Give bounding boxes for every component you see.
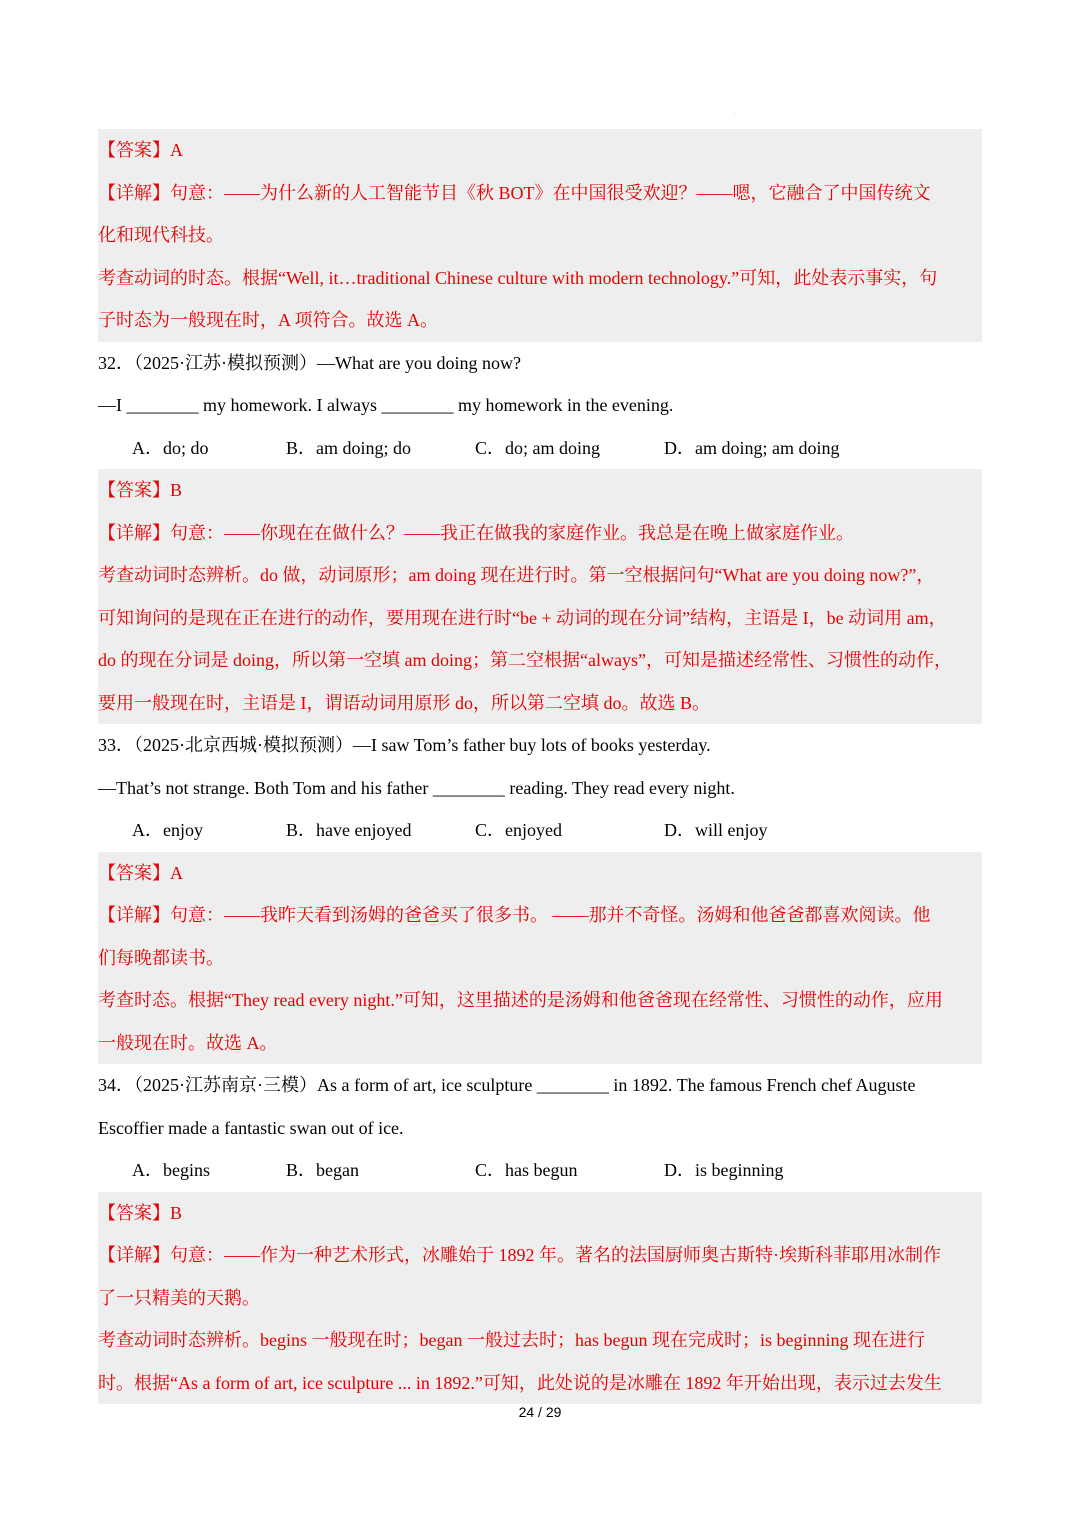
question-34 [98, 1064, 982, 1192]
question-stem: 32．（2025·江苏·模拟预测）—What are you doing now? [98, 352, 521, 373]
options-row [98, 427, 982, 470]
explanation-line: 一般现在时。故选 A。 [98, 1032, 278, 1053]
option-d: D．is beginning [664, 1160, 784, 1180]
explanation-line: 可知询问的是现在正在进行的动作，要用现在进行时“be + 动词的现在分词”结构，主语是 I，be 动词用 am， [98, 607, 947, 628]
answer-label: 【答案】B [98, 1202, 183, 1223]
answer-block-31 [98, 129, 982, 342]
question-stem: Escoffier made a fantastic swan out of ice. [98, 1117, 404, 1138]
explanation-line: 考查动词时态辨析。do 做，动词原形；am doing 现在进行时。第一空根据问句“What are you doing now?”， [98, 565, 935, 585]
explanation-line: 子时态为一般现在时，A 项符合。故选 A。 [98, 310, 439, 330]
option-a: A．enjoy [132, 820, 203, 840]
explanation-line: 时。根据“As a form of art, ice sculpture ... in 1892.”可知，此处说的是冰雕在 1892 年开始出现，表示过去发生 [98, 1372, 942, 1393]
option-b: B．began [286, 1160, 359, 1180]
explanation-line: 了一只精美的天鹅。 [98, 1287, 260, 1308]
option-c: C．do; am doing [475, 437, 600, 458]
option-c: C．has begun [475, 1160, 578, 1180]
option-a: A．begins [132, 1160, 210, 1180]
decorative-dot: . [734, 110, 736, 116]
explanation-line: 【详解】句意：——作为一种艺术形式，冰雕始于 1892 年。著名的法国厨师奥古斯特·埃斯科菲耶用冰制作 [98, 1245, 941, 1265]
options-row [98, 1149, 982, 1192]
answer-label: 【答案】B [98, 480, 183, 500]
answer-label: 【答案】A [98, 862, 183, 883]
options-row [98, 809, 982, 852]
explanation-line: 【详解】句意：——我昨天看到汤姆的爸爸买了很多书。 ——那并不奇怪。汤姆和他爸爸都喜欢阅读。他 [98, 905, 931, 925]
explanation-line: 要用一般现在时，主语是 I，谓语动词用原形 do，所以第二空填 do。故选 B。 [98, 692, 710, 713]
question-32 [98, 342, 982, 470]
option-a: A．do; do [132, 437, 209, 458]
option-d: D．am doing; am doing [664, 437, 840, 458]
option-b: B．have enjoyed [286, 820, 412, 840]
explanation-line: 考查动词的时态。根据“Well, it…traditional Chinese culture with modern technology.”可知，此处表示事实，句 [98, 267, 938, 288]
option-c: C．enjoyed [475, 820, 562, 840]
page-number: 24 / 29 [518, 1404, 562, 1420]
explanation-line: 们每晚都读书。 [98, 947, 224, 968]
explanation-line: 【详解】句意：——为什么新的人工智能节目《秋 BOT》在中国很受欢迎？——嗯，它融合了中国传统文 [98, 182, 931, 203]
question-stem: 34．（2025·江苏南京·三模）As a form of art, ice sculpture ________ in 1892. The famous French chef Auguste [98, 1075, 916, 1095]
option-d: D．will enjoy [664, 820, 768, 840]
option-b: B．am doing; do [286, 437, 411, 458]
answer-block-32 [98, 469, 982, 724]
question-stem: —That’s not strange. Both Tom and his father ________ reading. They read every night. [98, 777, 735, 798]
answer-block-34 [98, 1192, 982, 1405]
page-content [98, 129, 982, 1404]
question-stem: 33．（2025·北京西城·模拟预测）—I saw Tom’s father buy lots of books yesterday. [98, 735, 711, 755]
question-stem: —I ________ my homework. I always ________ my homework in the evening. [98, 395, 674, 415]
explanation-line: do 的现在分词是 doing，所以第一空填 am doing；第二空根据“always”，可知是描述经常性、习惯性的动作， [98, 650, 952, 670]
explanation-line: 考查时态。根据“They read every night.”可知，这里描述的是汤姆和他爸爸现在经常性、习惯性的动作，应用 [98, 990, 943, 1010]
explanation-line: 【详解】句意：——你现在在做什么？——我正在做我的家庭作业。我总是在晚上做家庭作业。 [98, 522, 854, 543]
explanation-line: 考查动词时态辨析。begins 一般现在时；began 一般过去时；has begun 现在完成时；is beginning 现在进行 [98, 1330, 925, 1350]
answer-label: 【答案】A [98, 140, 183, 160]
question-33 [98, 724, 982, 852]
explanation-line: 化和现代科技。 [98, 225, 224, 245]
answer-block-33 [98, 852, 982, 1065]
